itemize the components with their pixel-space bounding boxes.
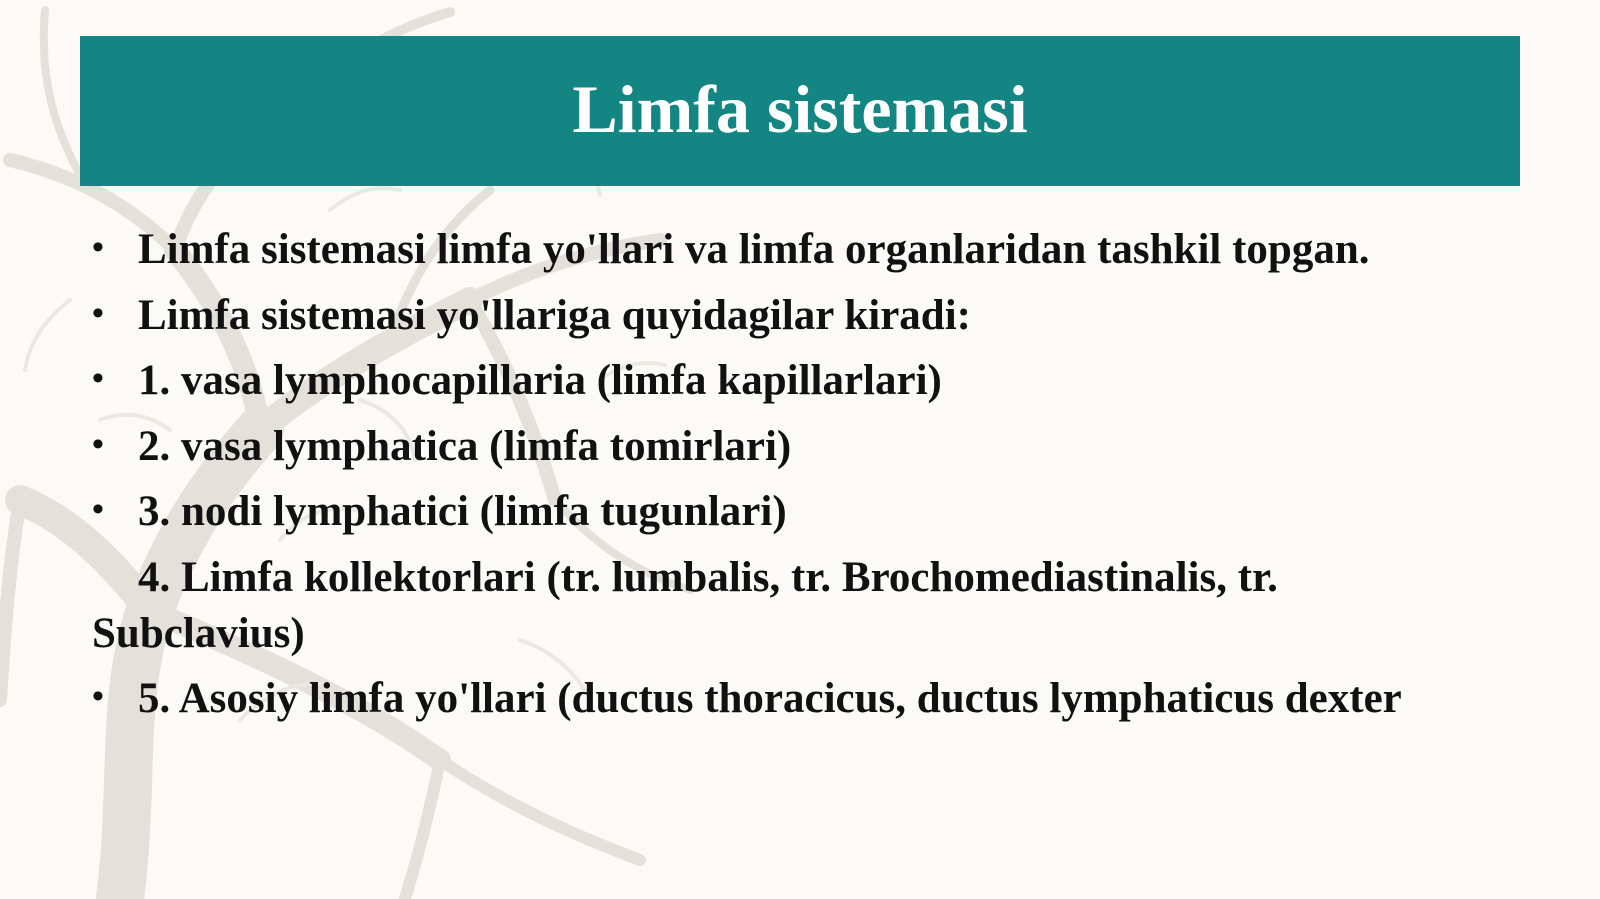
list-item-text: Limfa sistemasi yo'llariga quyidagilar kiradi: — [138, 291, 971, 339]
list-item-text: 5. Asosiy limfa yo'llari (ductus thoracicus, ductus lymphaticus dexter — [138, 675, 1402, 722]
title-banner — [80, 36, 1520, 186]
list-item — [92, 419, 1562, 475]
bullet-icon: • — [92, 229, 104, 266]
list-item-text: 3. nodi lymphatici (limfa tugunlari) — [138, 488, 787, 535]
bullet-icon: • — [92, 425, 104, 463]
list-item — [92, 484, 1562, 540]
slide-title: Limfa sistemasi — [572, 71, 1028, 147]
list-item-text: 1. vasa lymphocapillaria (limfa kapillarlari) — [138, 357, 942, 404]
list-item — [92, 288, 1562, 344]
slide-body — [92, 222, 1562, 737]
list-item-text: 2. vasa lymphatica (limfa tomirlari) — [138, 422, 792, 470]
list-item-text: Limfa sistemasi limfa yo'llari va limfa organlaridan tashkil topgan. — [138, 226, 1370, 273]
list-item — [92, 353, 1562, 409]
list-item — [92, 222, 1562, 278]
bullet-icon: • — [92, 294, 104, 332]
bullet-icon: • — [92, 491, 104, 528]
bullet-icon: • — [92, 360, 104, 397]
list-item — [92, 671, 1562, 727]
bullet-icon: • — [92, 678, 104, 715]
list-item-unbulleted: 4. Limfa kollektorlari (tr. lumbalis, tr. Brochomediastinalis, tr. Subclavius) — [92, 553, 1278, 657]
